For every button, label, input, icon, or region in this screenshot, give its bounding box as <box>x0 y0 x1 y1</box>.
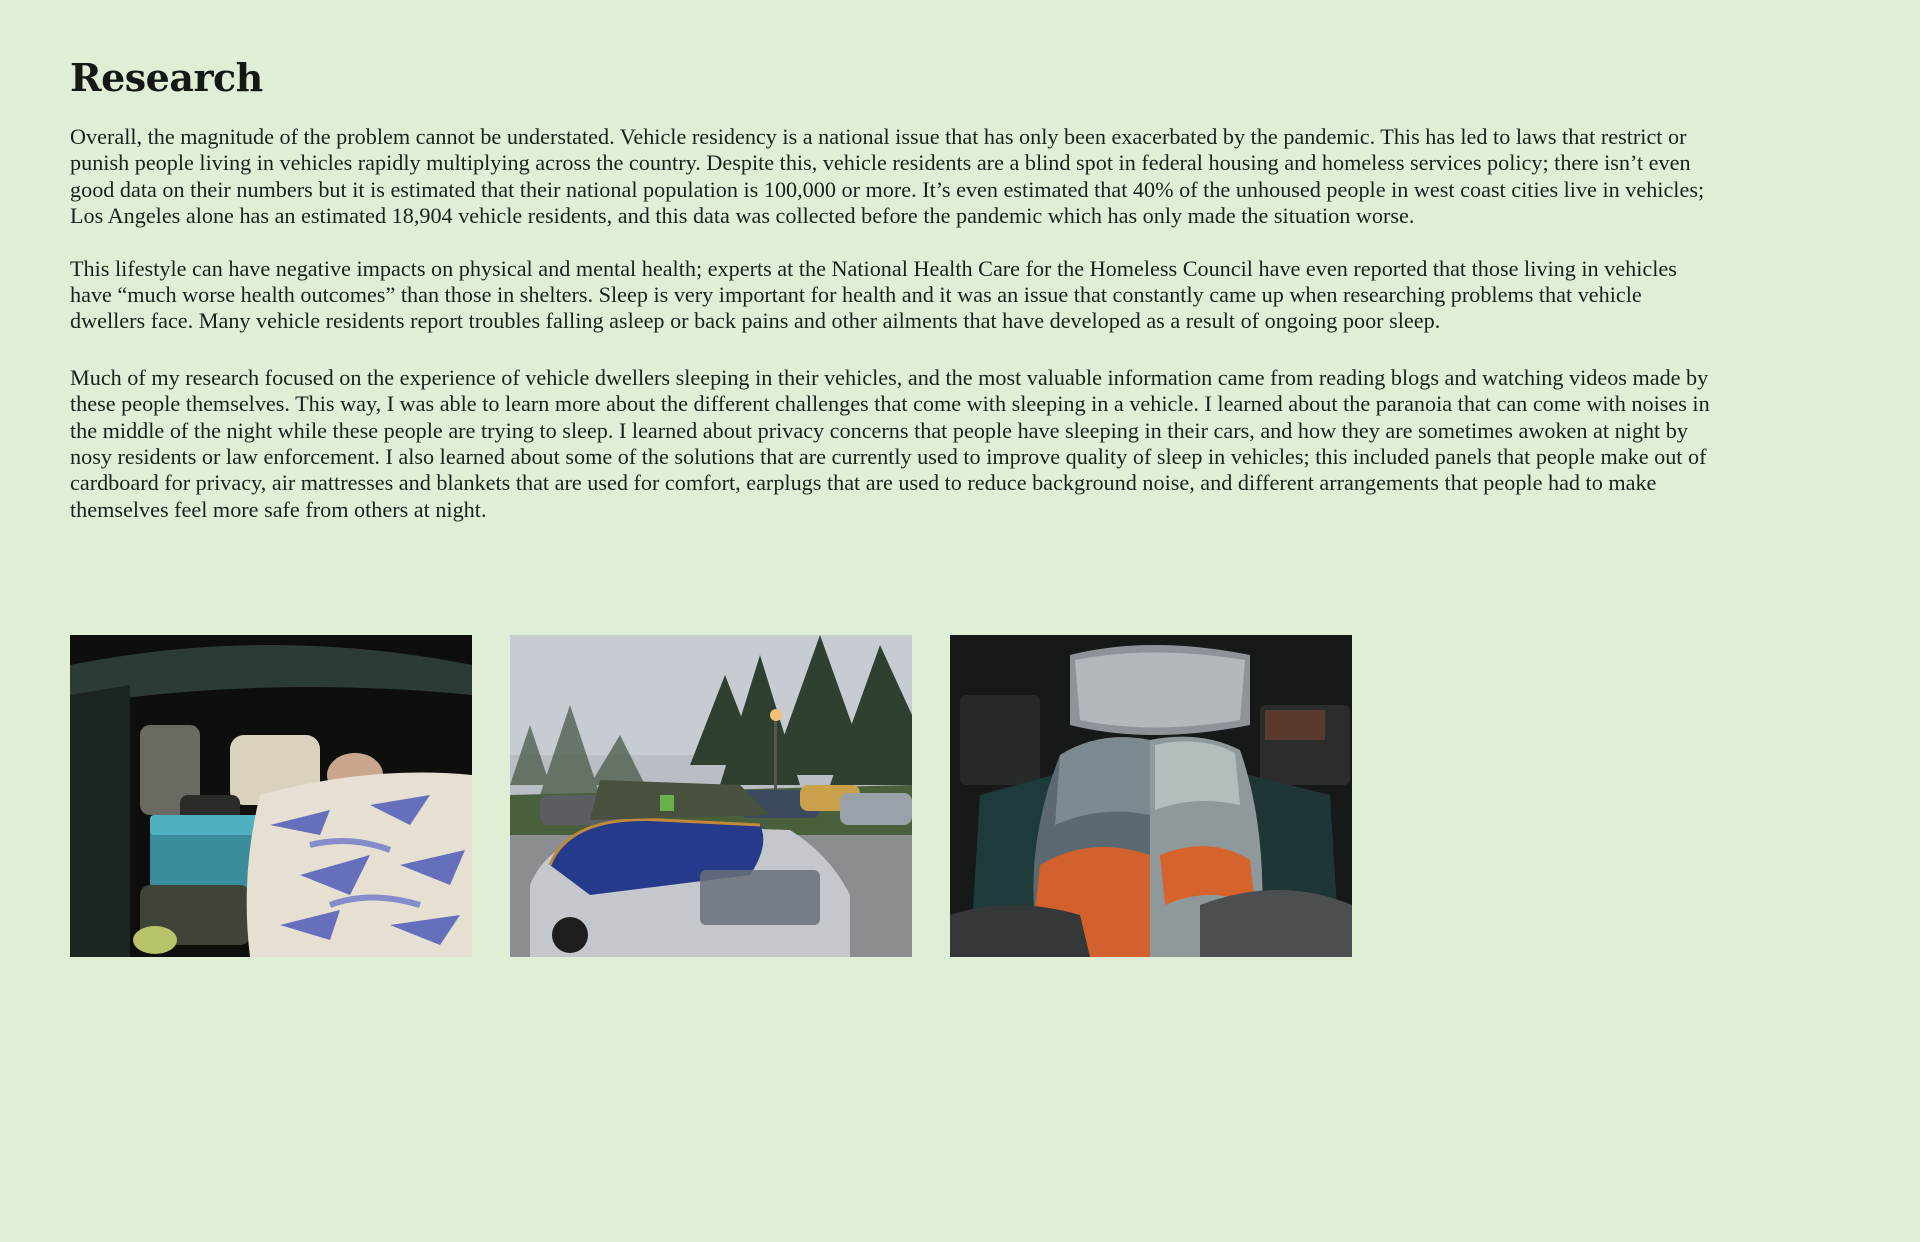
paragraph-health: This lifestyle can have negative impacts on physical and mental health; experts at the National Health Care for the Homeless Council have even reported that those living in vehicles have “much worse health outcomes” than those in shelters. Sleep is very important for health and it was an issue that constantly came up when researching problems that vehicle dwellers face. Many vehicle residents report troubles falling asleep or back pains and other ailments that have developed as a result of ongoing poor sleep. <box>70 255 1677 334</box>
photo-person-sleeping-in-car <box>70 635 472 957</box>
photo-sleeping-bags-in-car <box>950 635 1352 957</box>
paragraph-overview: Overall, the magnitude of the problem cannot be understated. Vehicle residency is a national issue that has only been exacerbated by the pandemic. This has led to laws that restrict or punish people living in vehicles rapidly multiplying across the country. Despite this, vehicle residents are a blind spot in federal housing and homeless services policy; there isn’t even good data on their numbers but it is estimated that their national population is 100,000 or more. It’s even estimated that 40% of the unhoused people in west coast cities live in vehicles; Los Angeles alone has an estimated 18,904 vehicle residents, and this data was collected before the pandemic which has only made the situation worse. <box>70 124 1705 229</box>
sleeping-bags-in-car-photo <box>950 635 1352 957</box>
paragraph-research-method: Much of my research focused on the experience of vehicle dwellers sleeping in their vehicles, and the most valuable information came from reading blogs and watching videos made by these people themselves. This way, I was able to learn more about the different challenges that come with sleeping in a vehicle. I learned about the paranoia that can come with noises in the middle of the night while these people are trying to sleep. I learned about privacy concerns that people have sleeping in their cars, and how they are sometimes awoken at night by nosy residents or law enforcement. I also learned about some of the solutions that are currently used to improve quality of sleep in vehicles; this included panels that people make out of cardboard for privacy, air mattresses and blankets that are used for comfort, earplugs that are used to reduce background noise, and different arrangements that people had to make themselves feel more safe from others at night. <box>70 364 1710 522</box>
person-sleeping-in-car-photo <box>70 635 472 957</box>
page-title: Research <box>70 55 263 100</box>
photo-gallery <box>70 635 1352 957</box>
car-covered-with-blanket-photo <box>510 635 912 957</box>
photo-car-with-blanket <box>510 635 912 957</box>
research-section <box>70 52 1710 523</box>
